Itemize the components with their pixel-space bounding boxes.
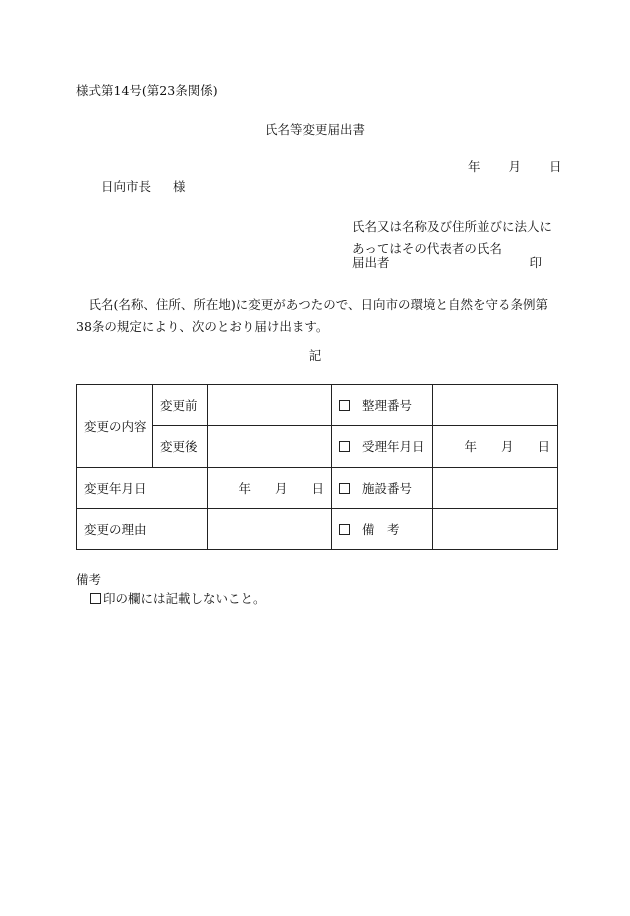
date-year-label: 年	[468, 159, 481, 174]
office-field-cell	[332, 508, 433, 549]
office-field-label: 施設番号	[362, 480, 413, 496]
receipt-date-cell	[433, 426, 558, 467]
change-date-cell[interactable]	[208, 467, 332, 508]
office-value-cell	[433, 467, 558, 508]
office-field-label: 整理番号	[362, 398, 413, 414]
date-month-label: 月	[500, 439, 514, 455]
applicant-line	[352, 257, 542, 270]
date-day-label: 日	[311, 480, 324, 496]
date-month-label: 月	[508, 159, 522, 174]
office-field-label: 備 考	[362, 521, 400, 537]
submission-date	[468, 161, 562, 174]
applicant-label: 届出者	[352, 255, 390, 270]
checkbox-icon	[339, 524, 350, 535]
document-title: 氏名等変更届出書	[264, 122, 365, 137]
checkbox-icon	[339, 441, 350, 452]
checkbox-icon	[90, 593, 101, 604]
after-value-cell[interactable]	[208, 426, 332, 467]
date-year-label: 年	[464, 439, 477, 455]
notes-item-text: 印の欄には記載しないこと。	[103, 591, 266, 606]
notes-item	[90, 593, 266, 606]
checkbox-icon	[339, 483, 350, 494]
office-field-label: 受理年月日	[362, 439, 425, 455]
date-year-label: 年	[238, 480, 251, 496]
addressee-honorific: 様	[173, 179, 186, 194]
checkbox-icon	[339, 400, 350, 411]
table-row	[77, 508, 558, 549]
date-day-label: 日	[549, 159, 562, 174]
table-row	[77, 467, 558, 508]
office-field-cell	[332, 467, 433, 508]
applicant-note: 氏名又は名称及び住所並びに法人にあってはその代表者の氏名	[352, 219, 553, 256]
office-field-cell	[332, 426, 433, 467]
change-form-table	[76, 384, 558, 550]
reason-label: 変更の理由	[77, 508, 208, 549]
addressee	[101, 181, 186, 194]
seal-mark: 印	[529, 255, 542, 270]
table-row	[77, 385, 558, 426]
before-label: 変更前	[153, 385, 208, 426]
office-field-cell	[332, 385, 433, 426]
change-date-label: 変更年月日	[77, 467, 208, 508]
body-text: 氏名(名称、住所、所在地)に変更があつたので、日向市の環境と自然を守る条例第38条の規定により、次のとおり届け出ます。	[76, 297, 549, 334]
reason-value-cell[interactable]	[208, 508, 332, 549]
form-number: 様式第14号(第23条関係)	[76, 83, 218, 98]
notes-heading: 備考	[76, 572, 102, 587]
record-label: 記	[308, 348, 322, 363]
after-label: 変更後	[153, 426, 208, 467]
office-value-cell	[433, 508, 558, 549]
change-content-label: 変更の内容	[77, 385, 153, 468]
date-month-label: 月	[274, 480, 288, 496]
before-value-cell[interactable]	[208, 385, 332, 426]
office-value-cell	[433, 385, 558, 426]
addressee-name: 日向市長	[101, 179, 152, 194]
date-day-label: 日	[537, 439, 550, 455]
